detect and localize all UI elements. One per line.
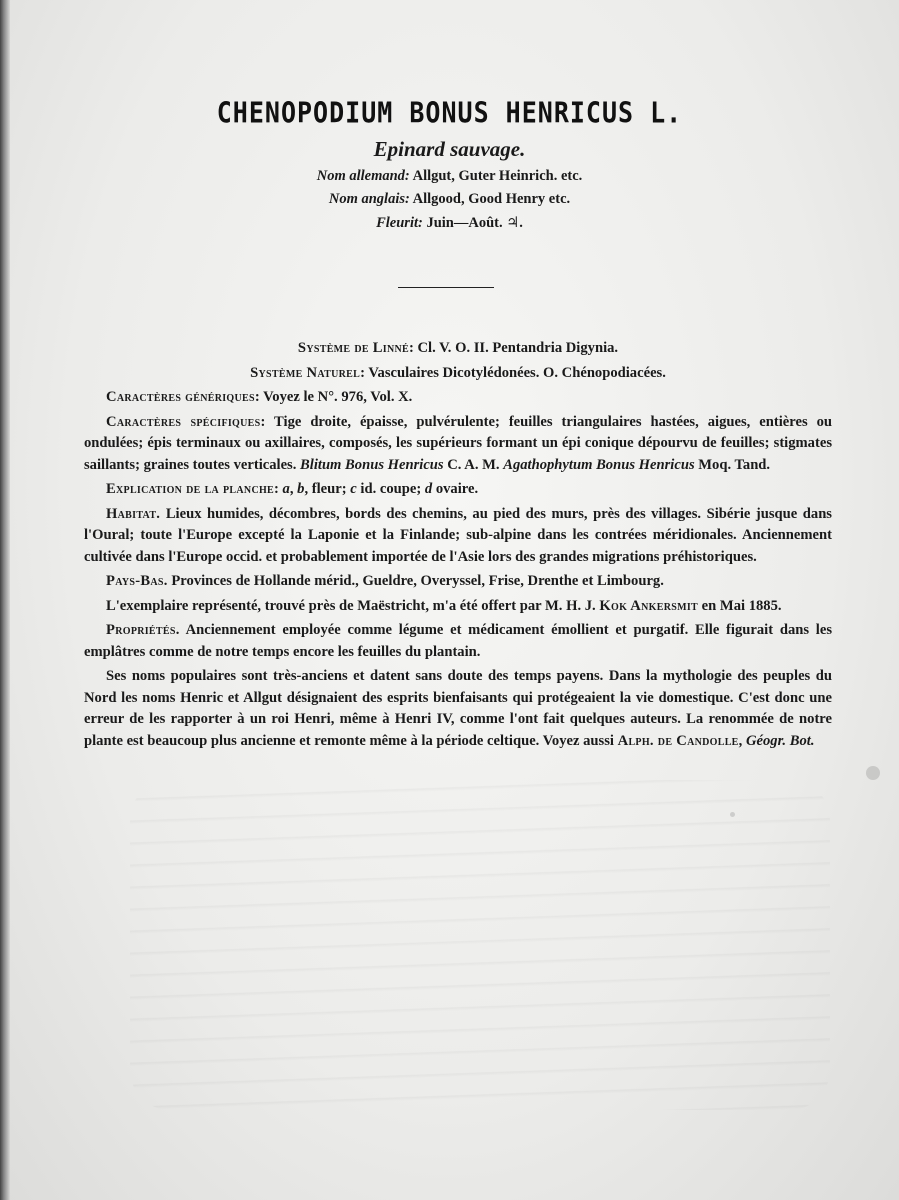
fig-d-text: ovaire.	[435, 481, 479, 497]
linne-text: : Cl. V. O. II. Pentandria Digynia.	[409, 340, 619, 356]
proprietes-text: Anciennement employée comme légume et médicament émollient et purgatif. Elle figurait dans les emplâtres comme de notre temps encore les feuilles du plantain.	[84, 622, 832, 660]
specifiques-text: : Tige droite, épaisse, pulvérulente; feuilles triangulaires hastées, aigues, entières ou ondulées; épis terminaux ou axillaires, composés, les supérieurs formant un épi conique dépourvu de feuilles; stigmates saillants; graines toutes verticales.	[84, 413, 833, 473]
fig-b-text: , fleur;	[304, 481, 347, 497]
fig-a: a	[282, 481, 290, 497]
synonym-2: Agathophytum Bonus Henricus	[503, 456, 695, 473]
flowering-line	[0, 214, 899, 232]
explication-label: Explication de la planche	[106, 481, 275, 497]
naturel-label: Système Naturel	[250, 364, 361, 381]
header-divider	[398, 287, 494, 288]
explication-colon: :	[274, 481, 279, 497]
fig-c: c	[350, 481, 357, 497]
linne-system	[84, 338, 832, 360]
fig-sep: ,	[289, 481, 294, 497]
paysbas-label: Pays-Bas.	[106, 573, 168, 589]
bleed-through-area	[130, 780, 830, 1110]
generiques-label: Caractères génériques	[106, 389, 255, 405]
habitat-text: Lieux humides, décombres, bords des chemins, au pied des murs, près des villages. Sibérie jusque dans l'Oural; toute l'Europe excepté la Laponie et la Finlande; sub-alpine dans les contrées méridionales. Anciennement cultivée dans l'Europe occid. et probablement importée de l'Asie lors des grandes migrations préhistoriques.	[84, 505, 832, 565]
fig-b: b	[297, 481, 305, 497]
plate-header	[0, 95, 899, 232]
exemplaire-end: en Mai 1885.	[701, 597, 782, 614]
english-name-label: Nom anglais:	[328, 191, 410, 207]
generiques-text: : Voyez le N°. 976, Vol. X.	[254, 389, 413, 405]
german-name-value: Allgut, Guter Heinrich. etc.	[412, 168, 583, 184]
generic-characters	[84, 387, 832, 409]
popular-names	[84, 666, 832, 752]
common-name: Epinard sauvage.	[373, 137, 526, 161]
exemplaire-name: Kok Ankersmit	[599, 597, 699, 614]
species-title: CHENOPODIUM BONUS HENRICUS L.	[216, 95, 683, 130]
habitat-label: Habitat.	[106, 505, 161, 522]
linne-label: Système de Linné	[297, 340, 409, 356]
noms-author: Alph. de Candolle	[617, 732, 739, 749]
naturel-text: : Vasculaires Dicotylédonées. O. Chénopodiacées.	[360, 364, 666, 381]
noms-text: Ses noms populaires sont très-anciens et datent sans doute des temps payens. Dans la mythologie des peuples du Nord les noms Henric et Allgut désignaient des esprits bienfaisants qui protégeaient la vie domestique. C'est donc une erreur de les rapporter à un roi Henri, même à Henri IV, comme l'ont fait quelques auteurs. La renommée de notre plante est beaucoup plus ancienne et remonte même à la période celtique. Voyez aussi	[84, 668, 832, 749]
specimen-note	[84, 596, 832, 618]
paysbas-text: Provinces de Hollande mérid., Gueldre, Overyssel, Frise, Drenthe et Limbourg.	[171, 573, 664, 589]
habitat	[84, 504, 832, 569]
synonym-1: Blitum Bonus Henricus	[300, 456, 444, 473]
synonym-2-author: Moq. Tand.	[698, 456, 771, 473]
fig-c-text: id. coupe;	[360, 481, 422, 497]
german-name-line	[0, 168, 899, 185]
properties	[84, 620, 832, 663]
english-name-line	[0, 191, 899, 208]
netherlands-distribution	[84, 571, 832, 593]
natural-system	[84, 363, 832, 385]
exemplaire-text: L'exemplaire représenté, trouvé près de Maëstricht, m'a été offert par M. H. J.	[106, 597, 596, 614]
synonym-1-author: C. A. M.	[447, 456, 500, 473]
noms-work: Géogr. Bot.	[745, 732, 815, 749]
plate-explanation	[84, 479, 832, 501]
proprietes-label: Propriétés.	[106, 622, 180, 638]
paper-spot	[730, 812, 735, 817]
german-name-label: Nom allemand:	[316, 168, 410, 184]
noms-sep: ,	[738, 732, 743, 749]
paper-spot	[866, 766, 880, 780]
english-name-value: Allgood, Good Henry etc.	[412, 191, 571, 207]
flowering-label: Fleurit:	[376, 215, 423, 231]
specific-characters	[84, 412, 832, 477]
flowering-value: Juin—Août. ♃.	[426, 215, 523, 231]
specifiques-label: Caractères spécifiques	[106, 413, 261, 430]
description-body	[84, 338, 832, 755]
fig-d: d	[424, 481, 433, 497]
